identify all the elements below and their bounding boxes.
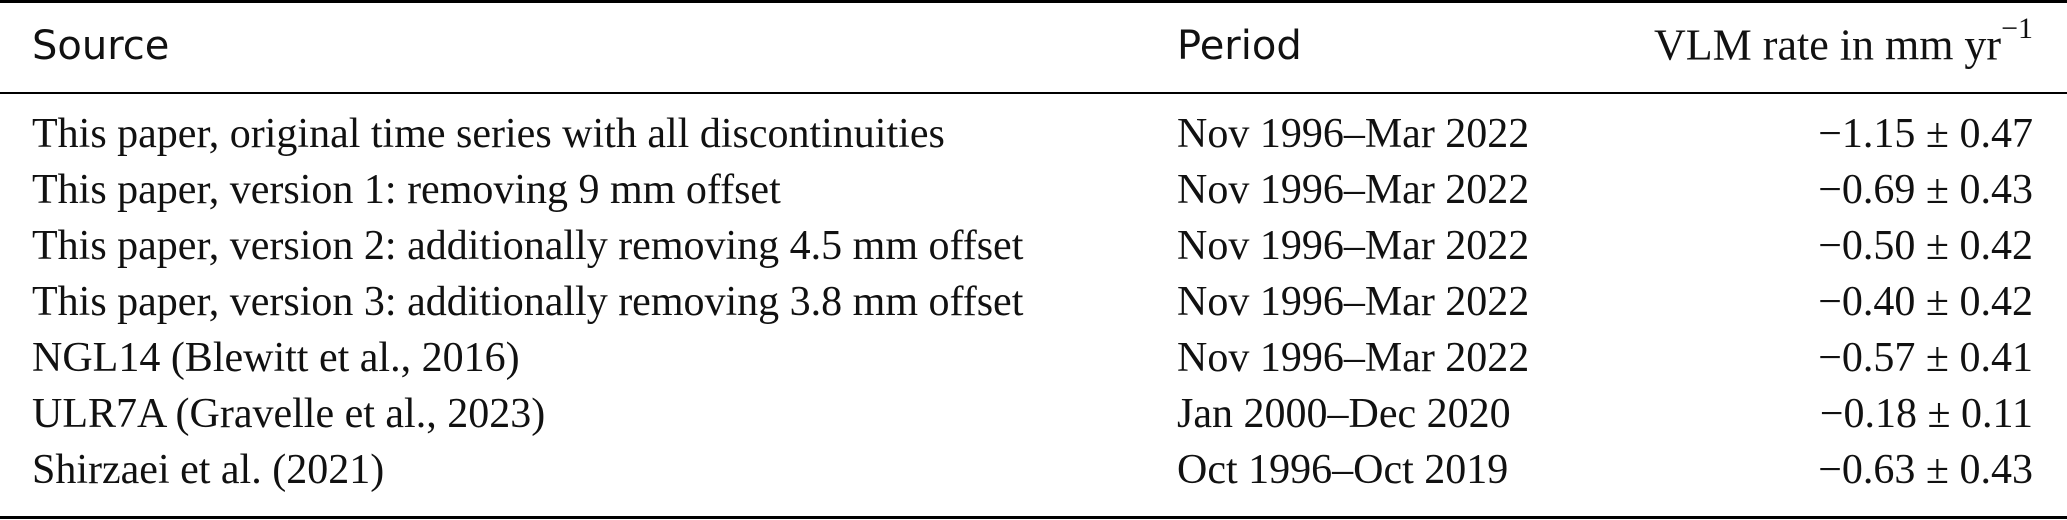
cell-period: Jan 2000–Dec 2020: [1177, 391, 1511, 437]
cell-rate: −0.18 ± 0.11: [1819, 391, 2033, 437]
bottom-rule: [0, 516, 2067, 519]
header-rule: [0, 92, 2067, 94]
cell-rate: −0.50 ± 0.42: [1818, 223, 2033, 269]
cell-source: Shirzaei et al. (2021): [32, 447, 385, 493]
cell-period: Nov 1996–Mar 2022: [1177, 167, 1530, 213]
cell-rate: −0.63 ± 0.43: [1818, 447, 2033, 493]
table-row: [0, 106, 2067, 162]
header-period: Period: [1177, 23, 1302, 69]
cell-source: This paper, version 1: removing 9 mm offset: [32, 167, 781, 213]
cell-source: This paper, version 2: additionally removing 4.5 mm offset: [32, 223, 1024, 269]
table-row: [0, 218, 2067, 274]
cell-source: NGL14 (Blewitt et al., 2016): [32, 335, 520, 381]
cell-rate: −0.69 ± 0.43: [1818, 167, 2033, 213]
cell-period: Nov 1996–Mar 2022: [1177, 279, 1530, 325]
header-source: Source: [32, 23, 170, 69]
top-rule: [0, 0, 2067, 3]
cell-source: This paper, original time series with all discontinuities: [32, 111, 945, 157]
table-row: [0, 442, 2067, 498]
cell-source: ULR7A (Gravelle et al., 2023): [32, 391, 546, 437]
table-row: [0, 162, 2067, 218]
header-rate-exponent: −1: [2001, 12, 2033, 45]
cell-rate: −1.15 ± 0.47: [1818, 111, 2033, 157]
cell-source: This paper, version 3: additionally removing 3.8 mm offset: [32, 279, 1024, 325]
cell-period: Nov 1996–Mar 2022: [1177, 335, 1530, 381]
cell-period: Nov 1996–Mar 2022: [1177, 111, 1530, 157]
table-row: [0, 386, 2067, 442]
cell-rate: −0.57 ± 0.41: [1818, 335, 2033, 381]
header-rate: [1654, 12, 2033, 71]
cell-period: Oct 1996–Oct 2019: [1177, 447, 1509, 493]
table-row: [0, 274, 2067, 330]
header-rate-label: VLM rate in mm yr: [1654, 20, 2002, 70]
cell-rate: −0.40 ± 0.42: [1818, 279, 2033, 325]
cell-period: Nov 1996–Mar 2022: [1177, 223, 1530, 269]
table-row: [0, 330, 2067, 386]
